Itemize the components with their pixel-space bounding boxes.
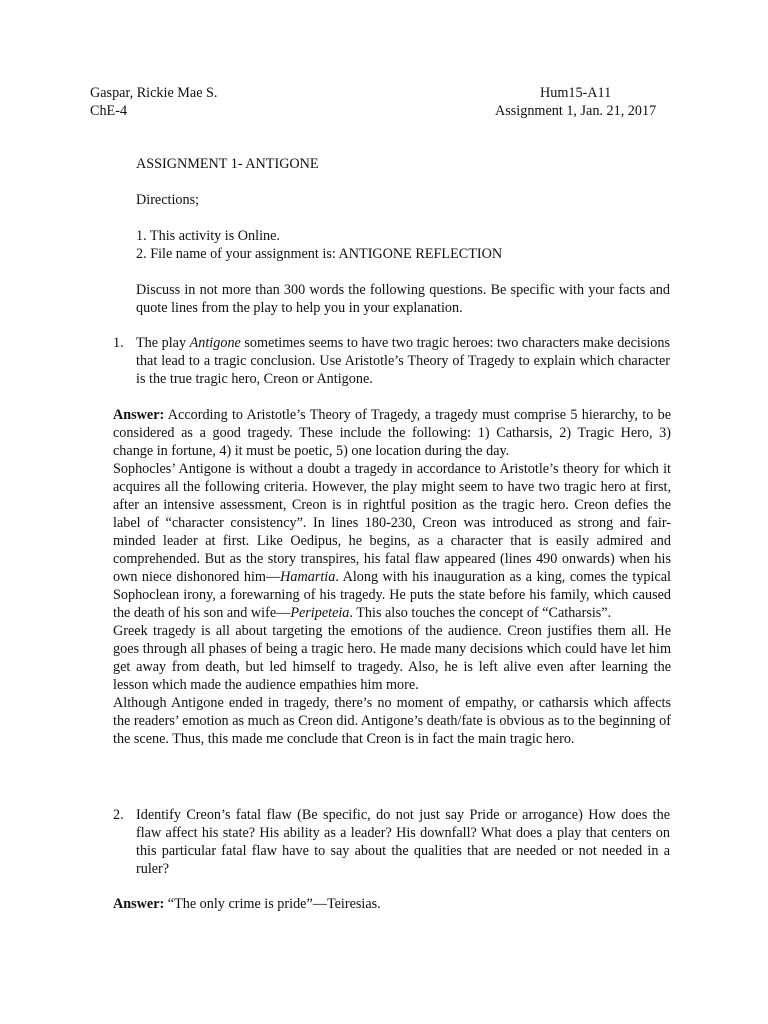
answer-label: Answer: — [113, 896, 165, 912]
instruction-paragraph: Discuss in not more than 300 words the following questions. Be specific with your facts and quote lines from the play to help you in your explanation. — [136, 282, 670, 316]
answer-2 — [113, 895, 671, 913]
answer-2-text: “The only crime is pride”—Teiresias. — [167, 896, 381, 912]
answer-1-paragraph-1: Answer: According to Aristotle’s Theory of Tragedy, a tragedy must comprise 5 hierarchy, to be considered as a good tragedy. These include the following: 1) Catharsis, 2) Tragic Hero, 3) change in fortune, 4) it must be poetic, 5) one location during the day. — [113, 407, 672, 459]
question-1-number: 1. — [113, 335, 124, 351]
course-code: Hum15-A11 — [540, 85, 612, 101]
question-1-text: The play Antigone sometimes seems to have two tragic heroes: two characters make decisions that lead to a tragic conclusion. Use Aristotle’s Theory of Tragedy to explain which character is the true tragic hero, Creon or Antigone. — [136, 335, 670, 387]
answer-1 — [113, 406, 671, 748]
direction-item-1: 1. This activity is Online. — [136, 228, 280, 244]
assignment-date: Assignment 1, Jan. 21, 2017 — [495, 103, 657, 119]
student-name: Gaspar, Rickie Mae S. — [90, 85, 218, 101]
answer-label: Answer: — [113, 407, 165, 423]
term-hamartia: Hamartia — [280, 569, 336, 585]
direction-item-2: 2. File name of your assignment is: ANTIGONE REFLECTION — [136, 246, 503, 262]
answer-1-paragraph-3: Greek tragedy is all about targeting the emotions of the audience. Creon justifies them all. He goes through all phases of being a tragic hero. He made many decisions which could have let him get away from death, but led himself to tragedy. Also, he is left alive even after learning the lesson which made the audience empathies him more. — [113, 623, 671, 693]
program: ChE-4 — [90, 103, 128, 119]
header-line-1 — [90, 84, 670, 102]
header-line-2 — [90, 102, 670, 120]
term-peripeteia: Peripeteia — [290, 605, 350, 621]
question-2-number: 2. — [113, 807, 124, 823]
assignment-title: ASSIGNMENT 1- ANTIGONE — [136, 156, 319, 172]
answer-1-paragraph-4: Although Antigone ended in tragedy, there’s no moment of empathy, or catharsis which affects the readers’ emotion as much as Creon did. Antigone’s death/fate is obvious as to the beginning of the scene. Thus, this made me conclude that Creon is in fact the main tragic hero. — [113, 695, 671, 747]
answer-1-paragraph-2: Sophocles’ Antigone is without a doubt a tragedy in accordance to Aristotle’s theory for which it acquires all the following criteria. However, the play might seem to have two tragic hero at first, after an intensive assessment, Creon is in rightful position as the tragic hero. Creon defies the label of “character consistency”. In lines 180-230, Creon was introduced as strong and fair-minded leader at first. Like Oedipus, he begins, as a character that is easily admired and comprehended. But as the story transpires, his fatal flaw appeared (lines 490 onwards) when his own niece dishonored him—Hamartia. Along with his inauguration as a king, comes the typical Sophoclean irony, a forewarning of his tragedy. He puts the state before his family, which caused the death of his son and wife—Peripeteia. This also touches the concept of “Catharsis”. — [113, 461, 671, 621]
question-2-text: Identify Creon’s fatal flaw (Be specific, do not just say Pride or arrogance) How does the flaw affect his state? His ability as a leader? His downfall? What does a play that centers on this particular fatal flaw have to say about the qualities that are needed or not needed in a ruler? — [136, 807, 670, 877]
play-title: Antigone — [189, 335, 241, 351]
directions-label: Directions; — [136, 192, 200, 208]
